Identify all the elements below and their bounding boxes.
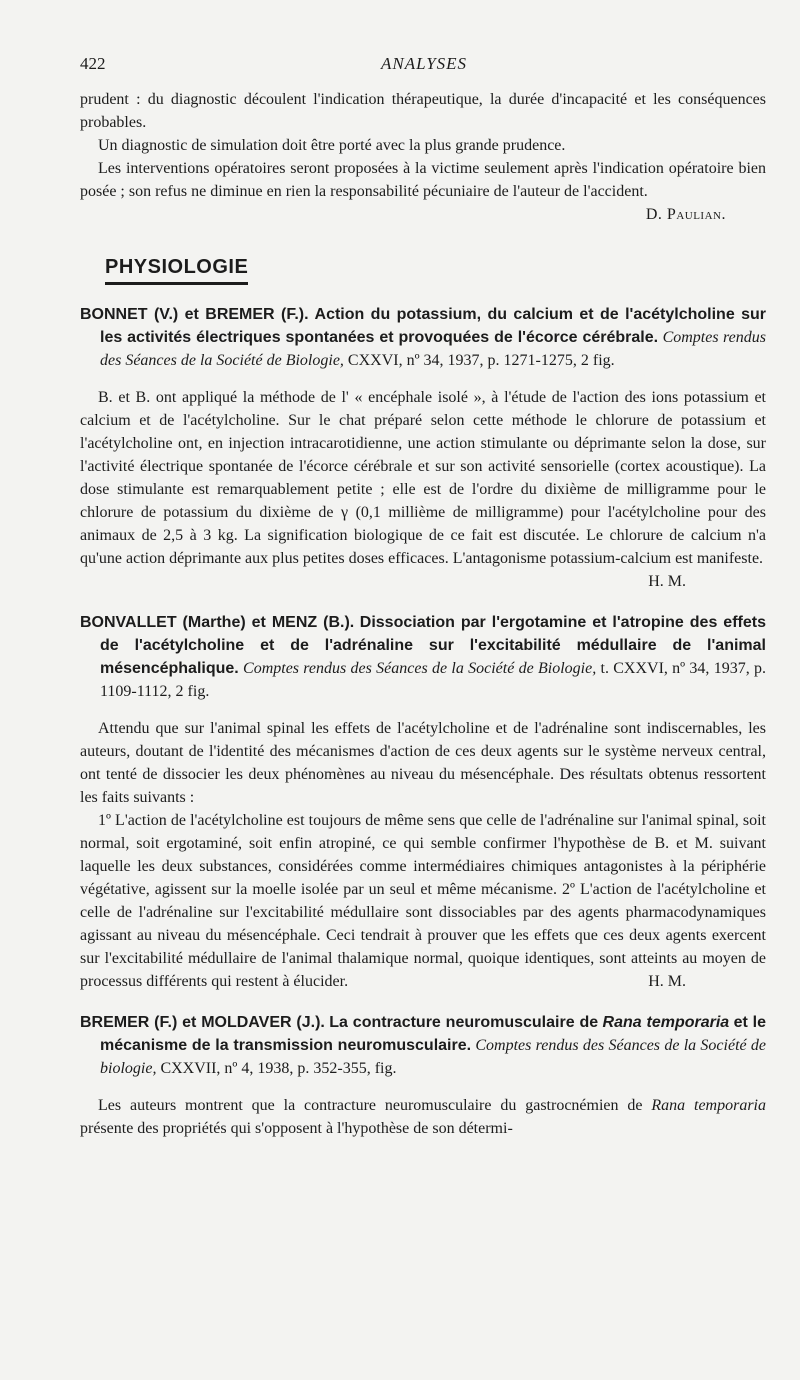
article-2-body-1: Attendu que sur l'animal spinal les effets de l'acétylcholine et de l'adrénaline sont indiscernables, les auteurs, doutant de l'identité des mécanismes d'action de ces deux agents sur le système nerveux central, ont tenté de dissocier les deux phénomènes au niveau du mésencéphale. Des résultats obtenus ressortent les faits suivants :: [80, 720, 766, 806]
page-body: [80, 88, 766, 1140]
article-3-body-species: Rana temporaria: [651, 1097, 766, 1114]
article-2-body-2-text: 1º L'action de l'acétylcholine est toujours de même sens que celle de l'adrénaline sur l'animal spinal, soit normal, soit ergotaminé, soit enfin atropiné, ce qui semble confirmer l'hypothèse de B. et M. suivant laquelle les deux substances, considérées comme intermédiaires chimiques antagonistes à la périphérie végétative, agissent sur la moelle isolée par un seul et même mécanisme. 2º L'action de l'acétylcholine et celle de l'adrénaline sur l'excitabilité médullaire sont dissociables par des agents pharmacodynamiques agissant au niveau du mésencéphale. Ceci tendrait à prouver que les effets que ces deux agents exercent sur l'excitabilité médullaire de l'animal thalamique normal, quoique identiques, sont atteints au moyen de processus différents qui restent à élucider.: [80, 812, 766, 990]
article-1-body: [80, 386, 766, 590]
article-2-authors: BONVALLET (Marthe) et MENZ (B.).: [80, 614, 355, 631]
article-3-species: Rana temporaria: [602, 1014, 730, 1031]
article-1-authors: BONNET (V.) et BREMER (F.).: [80, 306, 309, 323]
article-2-reference: [80, 611, 766, 703]
prev-paragraph-3: [80, 157, 766, 223]
article-2-signature: H. M.: [648, 973, 686, 990]
article-2-citation: t. CXXVI, nº 34, 1937, p. 1109-1112, 2 fig.: [100, 660, 767, 700]
article-3-reference: [80, 1011, 766, 1080]
article-1-signature: H. M.: [648, 573, 686, 590]
page-number: 422: [80, 54, 106, 73]
article-3-citation: CXXVII, nº 4, 1938, p. 352-355, fig.: [160, 1060, 397, 1077]
article-1-reference: [80, 303, 766, 372]
article-3-body: [80, 1094, 766, 1140]
article-3-body-a: Les auteurs montrent que la contracture neuromusculaire du gastrocnémien de: [98, 1097, 643, 1114]
section-title: PHYSIOLOGIE: [105, 256, 248, 285]
article-3-journal: Comptes rendus des Séances de la Société de biologie,: [100, 1037, 767, 1077]
prev-paragraph-2: Un diagnostic de simulation doit être porté avec la plus grande prudence.: [98, 137, 566, 154]
article-2-body-2: [80, 809, 766, 993]
prev-paragraph-1: prudent : du diagnostic découlent l'indication thérapeutique, la durée d'incapacité et les conséquences probables.: [80, 91, 766, 131]
article-1-journal: Comptes rendus des Séances de la Société de Biologie,: [100, 329, 767, 369]
article-2-journal: Comptes rendus des Séances de la Société de Biologie,: [243, 660, 597, 677]
article-1-title: Action du potassium, du calcium et de l'acétylcholine sur les activités électriques spontanées et provoquées de l'écorce cérébrale.: [100, 306, 767, 346]
article-3-authors: BREMER (F.) et MOLDAVER (J.).: [80, 1014, 325, 1031]
running-header: [80, 54, 768, 78]
article-2-title: Dissociation par l'ergotamine et l'atropine des effets de l'acétylcholine et de l'adrénaline sur l'excitabilité médullaire de l'animal mésencéphalique.: [100, 614, 766, 677]
running-title: ANALYSES: [380, 54, 468, 73]
prev-signature: D. Paulian.: [645, 206, 726, 223]
article-1-citation: CXXVI, nº 34, 1937, p. 1271-1275, 2 fig.: [347, 352, 615, 369]
article-3-title-b: et le mécanisme de la transmission neuromusculaire.: [100, 1014, 767, 1054]
article-3-body-b: présente des propriétés qui s'opposent à l'hypothèse de son détermi-: [80, 1120, 513, 1137]
article-1-body-text: B. et B. ont appliqué la méthode de l' « encéphale isolé », à l'étude de l'action des ions potassium et calcium et de l'acétylcholine. Sur le chat préparé selon cette méthode le chlorure de potassium et l'acétylcholine ont, en injection intracarotidienne, une action stimulante ou déprimante selon la dose, sur l'activité électrique spontanée de l'écorce cérébrale et sur son activité sensorielle (cortex acoustique). La dose stimulante est remarquablement petite ; elle est de l'ordre du dixième de milligramme pour le chlorure de potassium du dixième de γ (0,1 millième de milligramme) pour l'acétylcholine pour des animaux de 2,5 à 3 kg. La signification biologique de ce fait est discutée. Le chlorure de calcium n'a qu'une action déprimante aux plus petites doses efficaces. L'antagonisme potassium-calcium est manifeste.: [80, 389, 766, 567]
prev-paragraph-3-text: Les interventions opératoires seront proposées à la victime seulement après l'indication opératoire bien posée ; son refus ne diminue en rien la responsabilité pécuniaire de l'auteur de l'accident.: [80, 160, 766, 200]
article-3-title-a: La contracture neuromusculaire de: [329, 1014, 599, 1031]
